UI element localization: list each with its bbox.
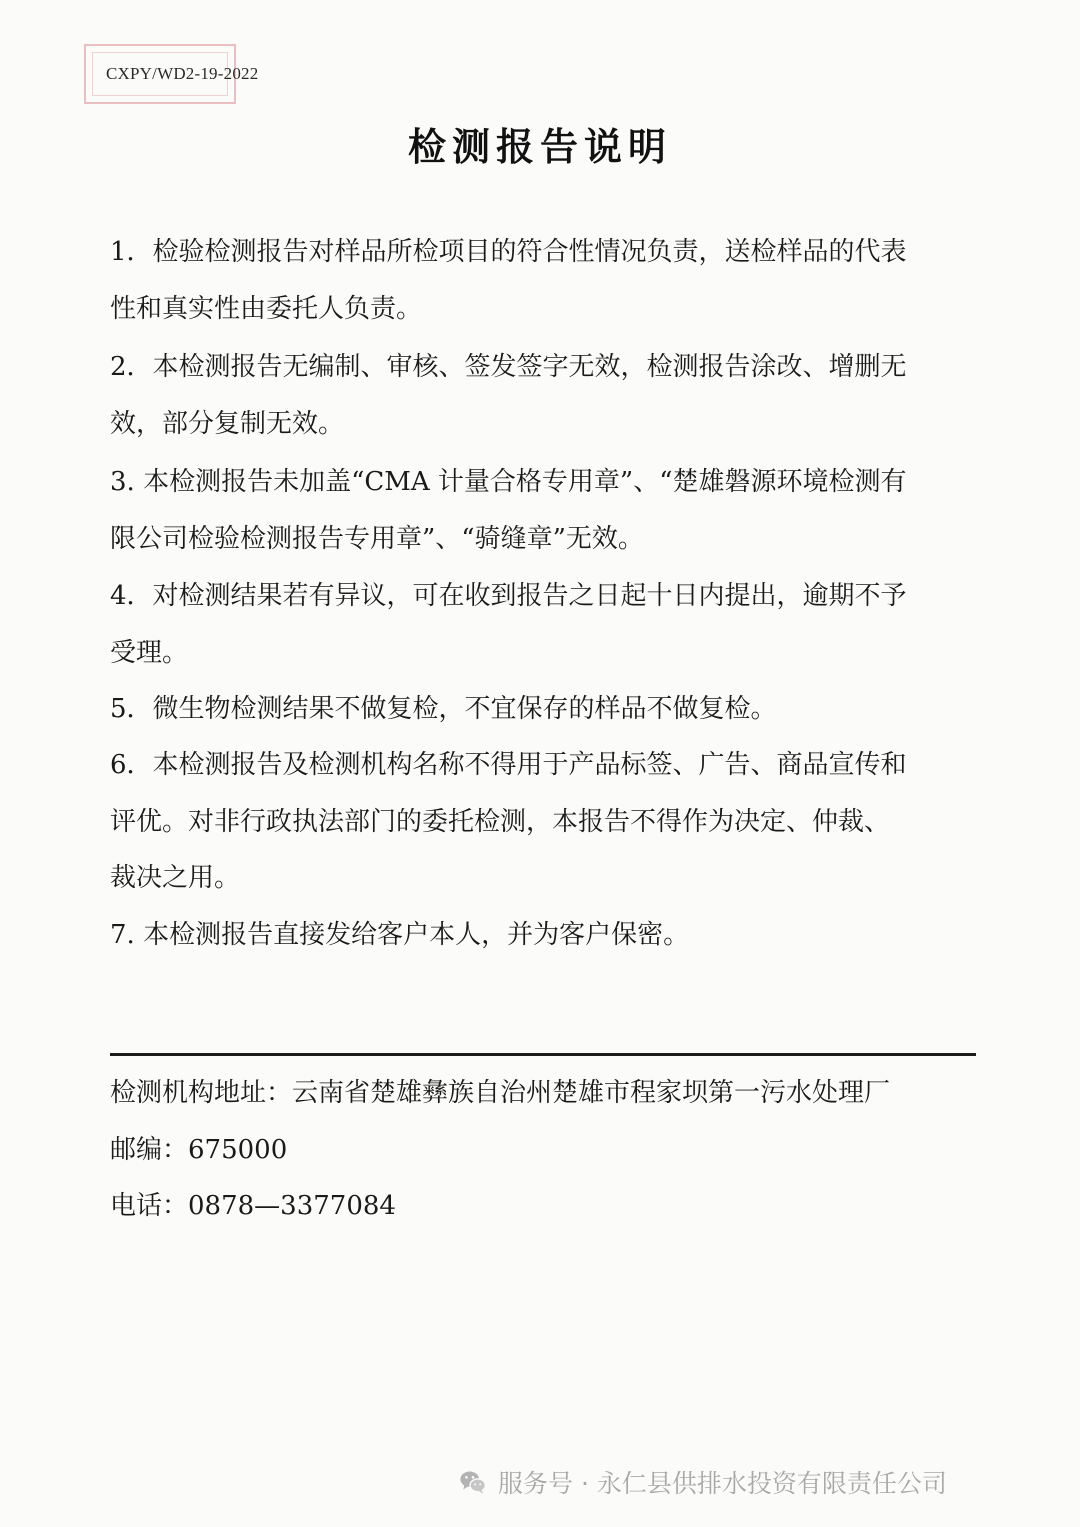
clause-4-line-2: 受理。 (110, 638, 189, 668)
institution-address: 检测机构地址：云南省楚雄彝族自治州楚雄市程家坝第一污水处理厂 (110, 1078, 891, 1108)
footer-divider (110, 1053, 976, 1056)
clause-3-line-2: 限公司检验检测报告专用章”、“骑缝章”无效。 (110, 524, 644, 554)
clause-1-line-2: 性和真实性由委托人负责。 (110, 294, 423, 324)
clause-6-line-3: 裁决之用。 (110, 863, 241, 893)
clause-7-line-1: 7. 本检测报告直接发给客户本人，并为客户保密。 (110, 920, 690, 950)
clause-5-line-1: 5．微生物检测结果不做复检，不宜保存的样品不做复检。 (110, 694, 777, 724)
page-title: 检测报告说明 (407, 125, 672, 169)
wechat-icon (458, 1467, 488, 1497)
clause-6-line-1: 6．本检测报告及检测机构名称不得用于产品标签、广告、商品宣传和 (110, 750, 907, 780)
clause-2-line-2: 效，部分复制无效。 (110, 409, 345, 439)
phone-number: 电话：0878—3377084 (110, 1191, 396, 1221)
clause-1-line-1: 1．检验检测报告对样品所检项目的符合性情况负责，送检样品的代表 (110, 237, 907, 267)
clause-2-line-1: 2．本检测报告无编制、审核、签发签字无效，检测报告涂改、增删无 (110, 352, 907, 382)
service-account-watermark (458, 1462, 947, 1502)
postcode: 邮编：675000 (110, 1135, 288, 1165)
document-code: CXPY/WD2-19-2022 (106, 64, 259, 83)
clause-6-line-2: 评优。对非行政执法部门的委托检测，本报告不得作为决定、仲裁、 (110, 807, 891, 837)
clause-4-line-1: 4．对检测结果若有异议，可在收到报告之日起十日内提出，逾期不予 (110, 581, 907, 611)
watermark-text: 服务号 · 永仁县供排水投资有限责任公司 (498, 1469, 947, 1498)
clause-3-line-1: 3. 本检测报告未加盖“CMA 计量合格专用章”、“楚雄磐源环境检测有 (110, 467, 907, 497)
